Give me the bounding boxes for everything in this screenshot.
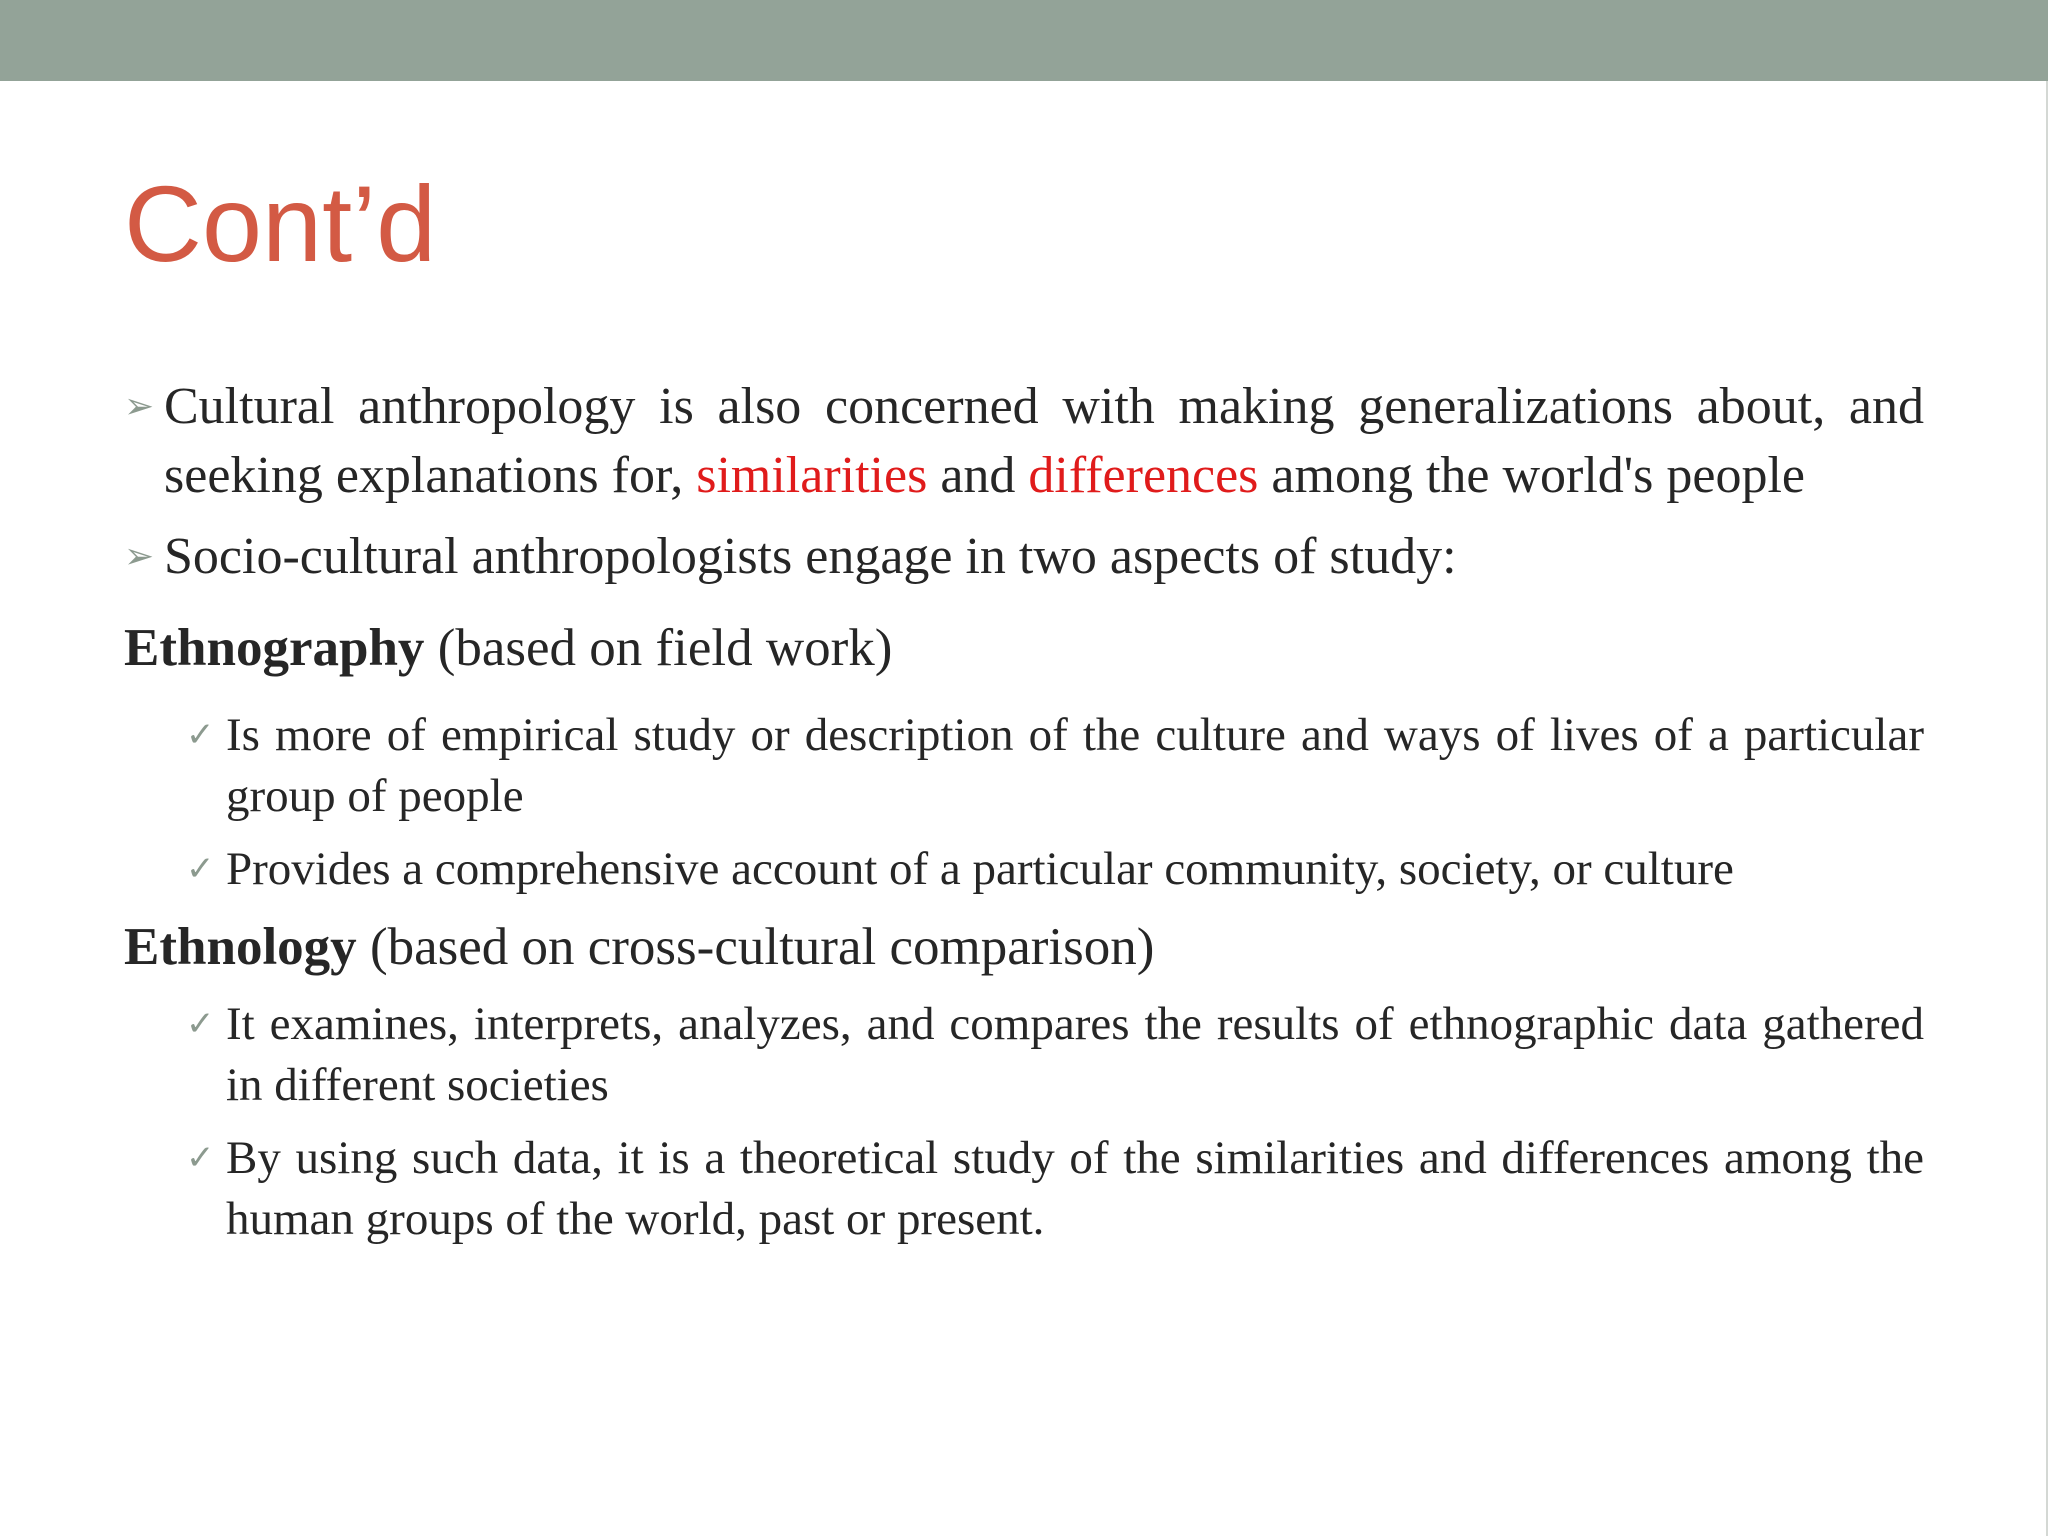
top-band — [0, 0, 2048, 81]
checkmark-icon: ✓ — [186, 849, 215, 889]
bullet-text-end: among the world's people — [1258, 447, 1806, 504]
sub-bullet-item — [124, 994, 1924, 1116]
slide-body — [124, 372, 1924, 1262]
section-qualifier: (based on field work) — [424, 619, 893, 677]
section-heading-ethnography — [124, 613, 1924, 683]
checkmark-icon: ✓ — [186, 1004, 215, 1044]
sub-bullet-text: It examines, interprets, analyzes, and compares the results of ethnographic data gathered in different societies — [226, 998, 1924, 1111]
bullet-item — [124, 522, 1924, 591]
section-heading-ethnology — [124, 912, 1924, 982]
bullet-item — [124, 372, 1924, 510]
bullet-text-start: Cultural anthropology is also concerned with making generalizations about, and seeking explanations for, — [164, 378, 1924, 504]
section-term: Ethnology — [124, 918, 357, 976]
checkmark-icon: ✓ — [186, 1138, 215, 1178]
slide-title: Cont’d — [124, 163, 437, 284]
bullet-text-middle: and — [927, 447, 1029, 504]
arrowhead-bullet-icon: ➢ — [124, 536, 155, 576]
checkmark-icon: ✓ — [186, 715, 215, 755]
bullet-text: Socio-cultural anthropologists engage in two aspects of study: — [164, 528, 1457, 585]
sub-bullet-item — [124, 839, 1924, 900]
sub-bullet-item — [124, 705, 1924, 827]
sub-bullet-text: Is more of empirical study or description of the culture and ways of lives of a particular group of people — [226, 709, 1924, 822]
sub-bullet-text: By using such data, it is a theoretical study of the similarities and differences among the human groups of the world, past or present. — [226, 1132, 1924, 1245]
highlight-similarities: similarities — [696, 447, 928, 504]
arrowhead-bullet-icon: ➢ — [124, 386, 155, 426]
highlight-differences: differences — [1028, 447, 1259, 504]
section-term: Ethnography — [124, 619, 425, 677]
sub-bullet-item — [124, 1128, 1924, 1250]
section-qualifier: (based on cross-cultural comparison) — [356, 918, 1155, 976]
sub-bullet-text: Provides a comprehensive account of a particular community, society, or culture — [226, 843, 1734, 895]
